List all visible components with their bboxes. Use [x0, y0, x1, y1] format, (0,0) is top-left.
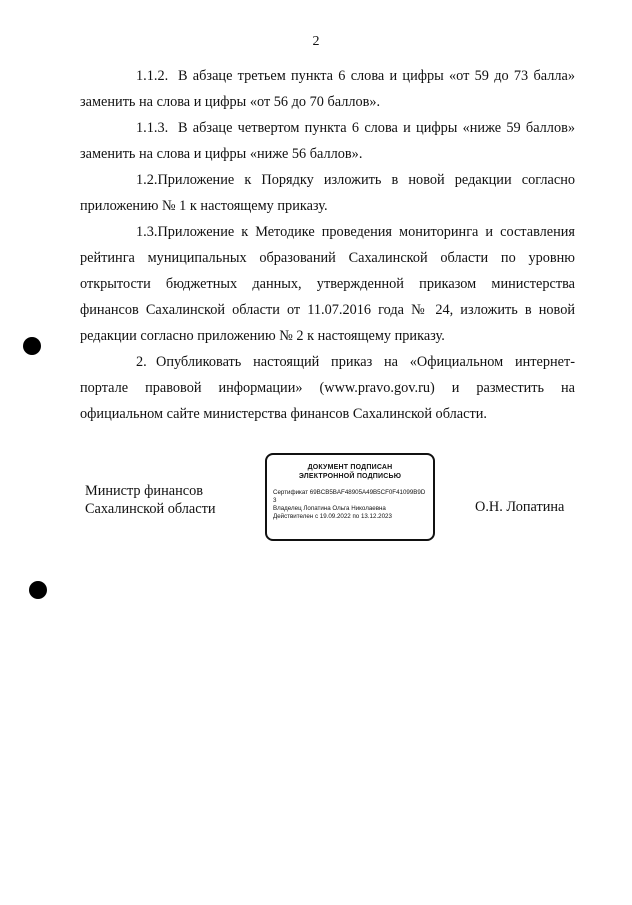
- paragraph-1-2: [80, 167, 575, 219]
- paragraph-text: В абзаце четвертом пункта 6 слова и цифры «ниже 59 баллов» заменить на слова и цифры «ниже 56 баллов».: [80, 120, 575, 162]
- paragraph-text: В абзаце третьем пункта 6 слова и цифры «от 59 до 73 балла» заменить на слова и цифры «от 56 до 70 баллов».: [80, 68, 575, 110]
- paragraph-2: [80, 349, 575, 427]
- stamp-validity: Действителен с 19.09.2022 по 13.12.2023: [273, 513, 392, 520]
- paragraph-number: 1.1.2.: [136, 68, 169, 84]
- signatory-name: О.Н. Лопатина: [475, 499, 565, 515]
- document-body: [80, 63, 575, 427]
- signatory-title: [85, 482, 215, 518]
- stamp-certificate-cont: 3: [273, 497, 277, 504]
- stamp-heading: ДОКУМЕНТ ПОДПИСАН: [307, 464, 393, 471]
- paragraph-text: Приложение к Порядку изложить в новой редакции согласно приложению № 1 к настоящему приказу.: [80, 172, 575, 214]
- signatory-title-line: Сахалинской области: [85, 501, 216, 517]
- paragraph-number: 1.1.3.: [136, 120, 169, 136]
- signatory-title-line: Министр финансов: [85, 483, 203, 499]
- paragraph-1-1-3: [80, 115, 575, 167]
- page-number: 2: [312, 34, 320, 49]
- paragraph-text: Приложение к Методике проведения мониторинга и составления рейтинга муниципальных образований Сахалинской области по уровню открытости бюджетных данных, утвержденной приказом министерства финансов Сахалинской области от 11.07.2016 года № 24, изложить в новой редакции согласно приложению № 2 к настоящему приказу.: [80, 224, 575, 344]
- paragraph-number: 1.2.: [136, 172, 158, 188]
- paragraph-1-1-2: [80, 63, 575, 115]
- paragraph-text: Опубликовать настоящий приказ на «Официальном интернет-портале правовой информации» (www.pravo.gov.ru) и разместить на официальном сайте министерства финансов Сахалинской области.: [80, 354, 575, 422]
- stamp-certificate: Сертификат 69BCB5BAF48905A49B5CF0F41099B9D: [273, 489, 426, 496]
- paragraph-number: 2.: [136, 354, 147, 370]
- stamp-owner: Владелец Лопатина Ольга Николаевна: [273, 505, 386, 512]
- electronic-signature-stamp: [265, 453, 435, 541]
- punch-hole: [29, 581, 47, 599]
- stamp-heading: ЭЛЕКТРОННОЙ ПОДПИСЬЮ: [298, 473, 402, 480]
- paragraph-number: 1.3.: [136, 224, 158, 240]
- punch-hole: [23, 337, 41, 355]
- paragraph-1-3: [80, 219, 575, 349]
